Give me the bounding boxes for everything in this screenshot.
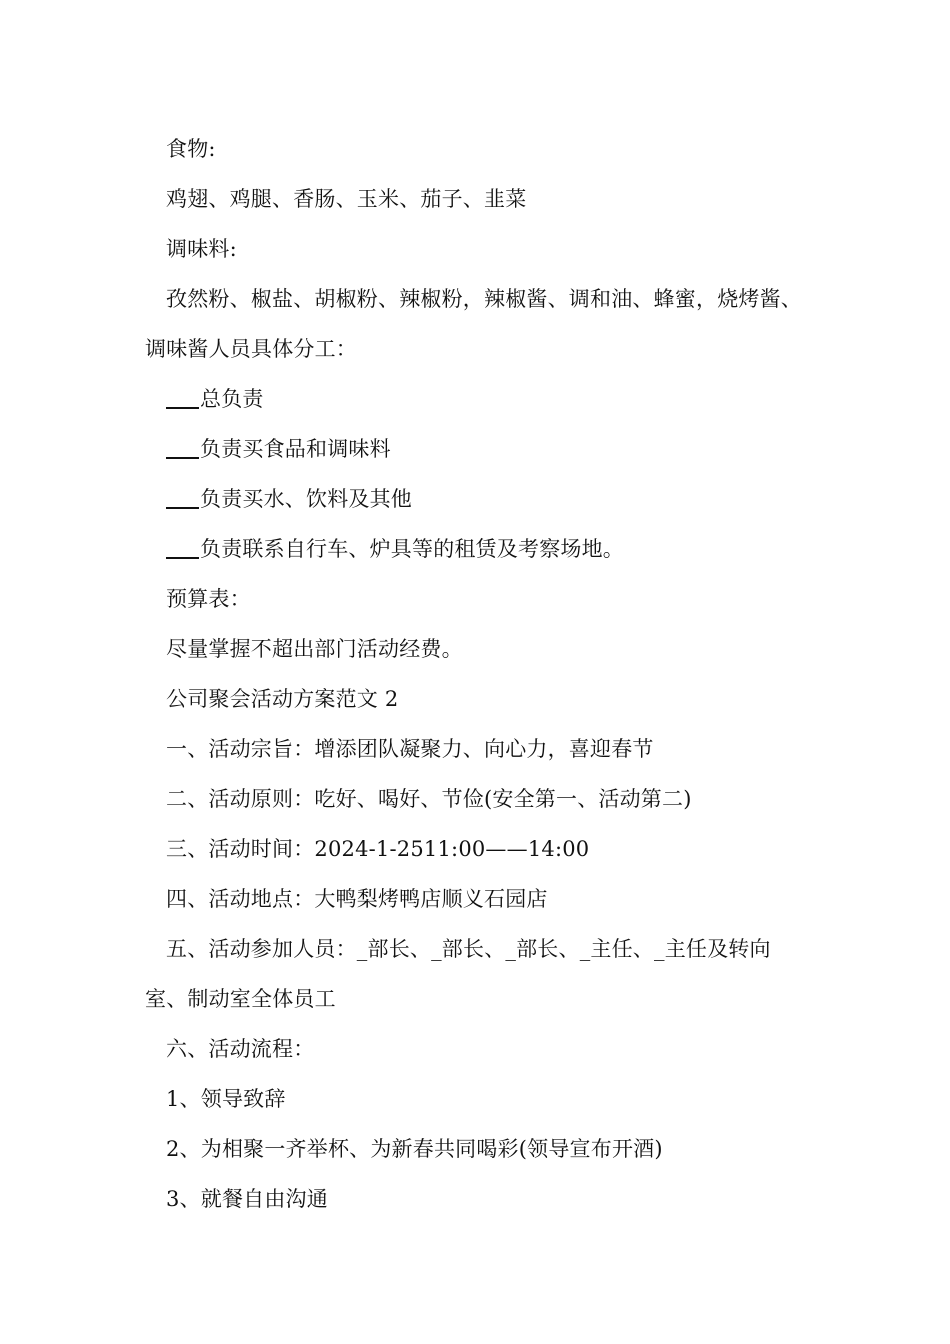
paragraph-budget-note: 尽量掌握不超出部门活动经费。 xyxy=(166,637,463,661)
paragraph-budget-heading: 预算表： xyxy=(166,587,251,611)
paragraph-seasoning-list: 孜然粉、椒盐、胡椒粉、辣椒粉，辣椒酱、调和油、蜂蜜，烧烤酱、调味酱人员具体分工： xyxy=(145,287,802,361)
fill-in-blank xyxy=(166,487,199,509)
paragraph-process-heading: 六、活动流程： xyxy=(166,1037,315,1061)
fill-in-blank xyxy=(166,387,199,409)
paragraph-duty-food xyxy=(145,424,810,474)
paragraph-food-list: 鸡翅、鸡腿、香肠、玉米、茄子、韭菜 xyxy=(166,187,527,211)
paragraph-duty-rental xyxy=(145,524,810,574)
paragraph-participants: 五、活动参加人员：_部长、_部长、_部长、_主任、_主任及转向室、制动室全体员工 xyxy=(145,937,771,1011)
paragraph-duty-overall xyxy=(145,374,810,424)
paragraph-duty-drinks xyxy=(145,474,810,524)
paragraph-step-2: 2、为相聚一齐举杯、为新春共同喝彩(领导宣布开酒) xyxy=(166,1137,663,1161)
duty-text: 总负责 xyxy=(200,387,264,411)
section-title: 公司聚会活动方案范文 2 xyxy=(166,687,399,711)
fill-in-blank xyxy=(166,537,199,559)
document-body xyxy=(145,124,810,1224)
paragraph-step-3: 3、就餐自由沟通 xyxy=(166,1187,328,1211)
paragraph-food-heading: 食物: xyxy=(166,137,216,161)
paragraph-principle: 二、活动原则：吃好、喝好、节俭(安全第一、活动第二) xyxy=(166,787,692,811)
paragraph-location: 四、活动地点：大鸭梨烤鸭店顺义石园店 xyxy=(166,887,548,911)
paragraph-purpose: 一、活动宗旨：增添团队凝聚力、向心力，喜迎春节 xyxy=(166,737,654,761)
fill-in-blank xyxy=(166,437,199,459)
paragraph-seasoning-heading: 调味料: xyxy=(166,237,237,261)
paragraph-time: 三、活动时间：2024-1-2511:00——14:00 xyxy=(166,837,590,861)
paragraph-step-1: 1、领导致辞 xyxy=(166,1087,286,1111)
duty-text: 负责联系自行车、炉具等的租赁及考察场地。 xyxy=(200,537,624,561)
duty-text: 负责买食品和调味料 xyxy=(200,437,391,461)
duty-text: 负责买水、饮料及其他 xyxy=(200,487,412,511)
